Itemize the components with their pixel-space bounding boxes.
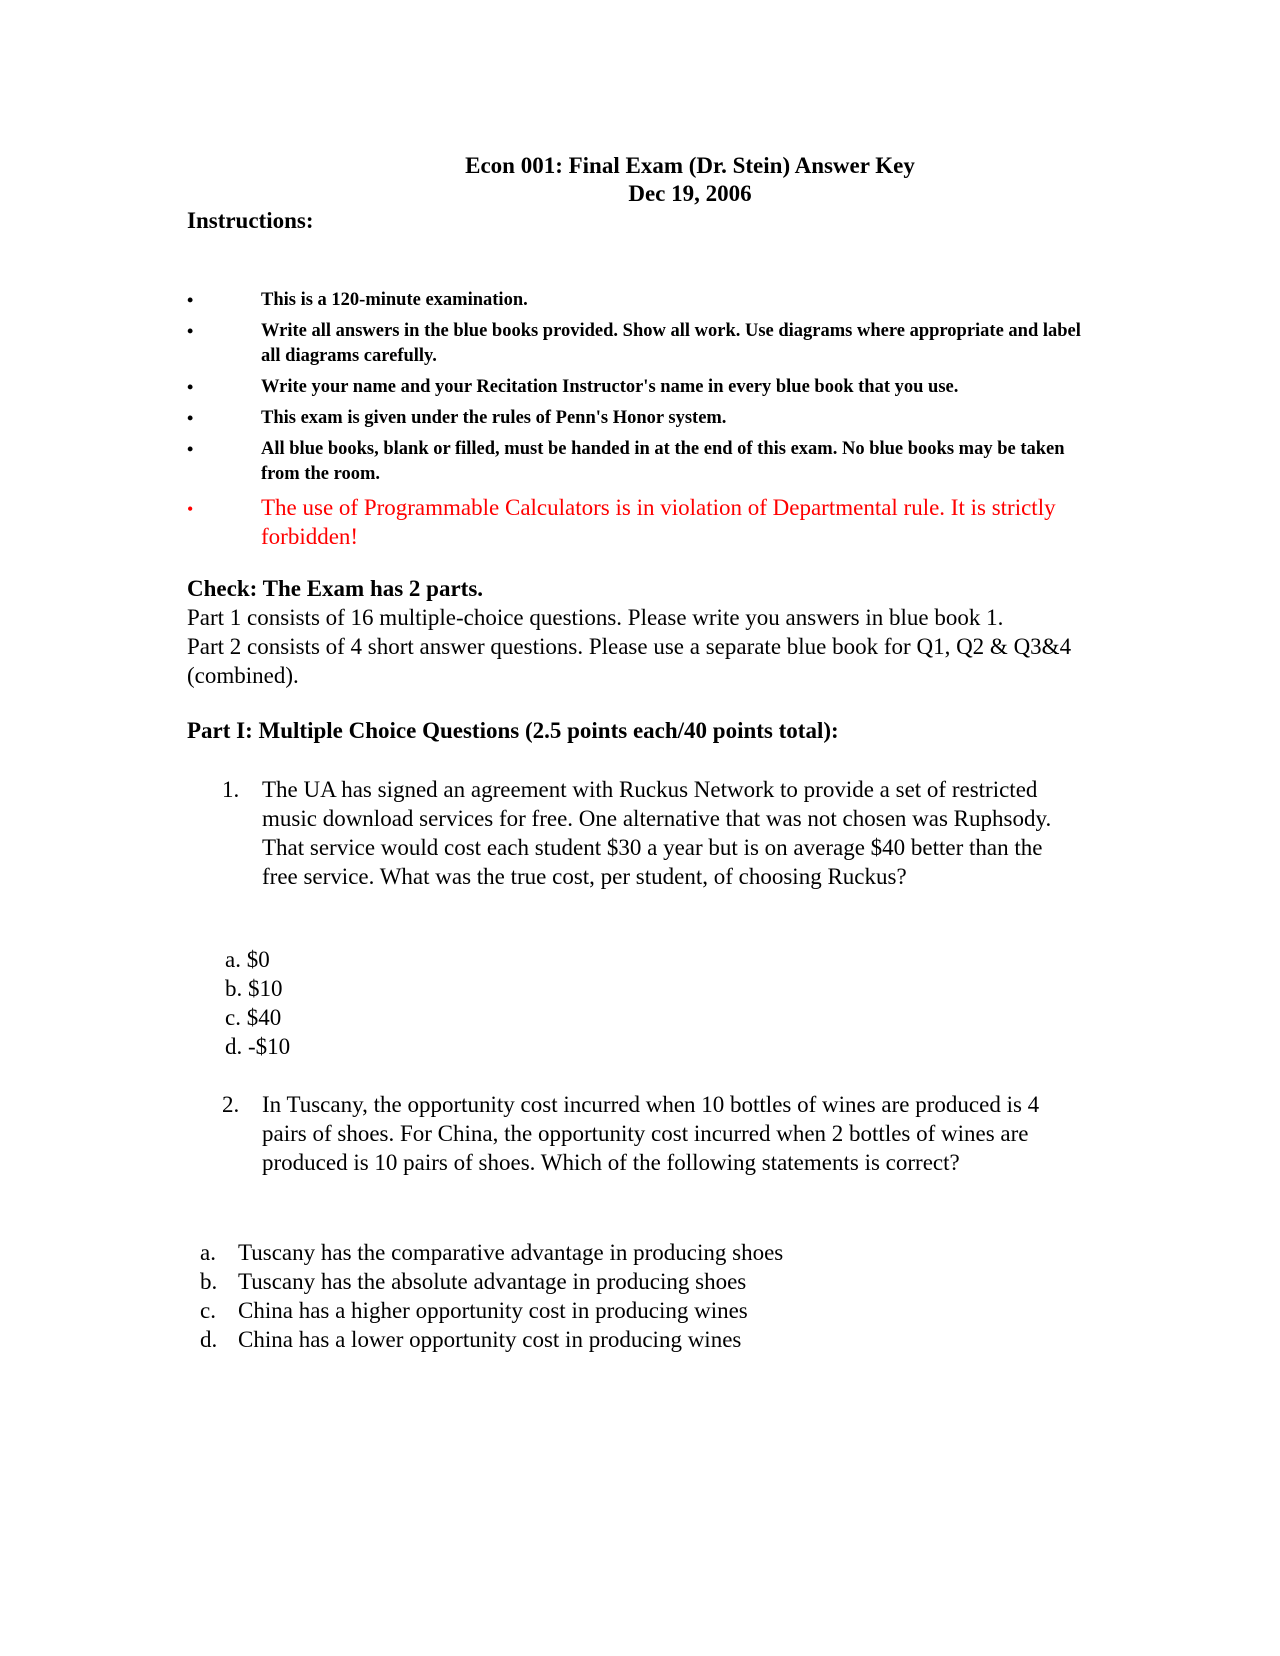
bullet-icon: •	[187, 439, 194, 459]
instruction-item: • All blue books, blank or filled, must be handed in at the end of this exam. No blue books may be taken from the room.	[187, 439, 1065, 484]
bullet-icon: •	[187, 377, 194, 397]
exam-title: Econ 001: Final Exam (Dr. Stein) Answer Key	[465, 153, 915, 178]
option-b: b. $10	[225, 976, 283, 1001]
question-1	[222, 775, 1082, 891]
bullet-icon: •	[187, 321, 194, 341]
question-text: In Tuscany, the opportunity cost incurred when 10 bottles of wines are produced is 4 pairs of shoes. For China, the opportunity cost incurred when 2 bottles of wines are produced is 10 pairs of shoes. Which of the following statements is correct?	[262, 1092, 1040, 1175]
part1-heading: Part I: Multiple Choice Questions (2.5 points each/40 points total):	[187, 718, 839, 743]
option-c: c. $40	[225, 1005, 282, 1030]
question-number: 2.	[222, 1092, 240, 1117]
bullet-icon: •	[187, 499, 194, 519]
option-b: b. Tuscany has the absolute advantage in producing shoes	[200, 1269, 747, 1294]
bullet-icon: •	[187, 290, 194, 310]
question-text: The UA has signed an agreement with Ruckus Network to provide a set of restricted music download services for free. One alternative that was not chosen was Ruphsody. That service would cost each student $30 a year but is on average $40 better than the free service. What was the true cost, per student, of choosing Ruckus?	[262, 777, 1052, 889]
option-d: d. China has a lower opportunity cost in producing wines	[200, 1327, 742, 1352]
option-a: a. Tuscany has the comparative advantage in producing shoes	[200, 1240, 784, 1265]
option-d: d. -$10	[225, 1034, 291, 1059]
check-line-2: Part 2 consists of 4 short answer questions. Please use a separate blue book for Q1, Q2 & Q3&4 (combined).	[187, 634, 1072, 688]
check-heading: Check: The Exam has 2 parts.	[187, 576, 484, 601]
question-2-options	[200, 1238, 783, 1354]
question-number: 1.	[222, 777, 240, 802]
question-2	[222, 1090, 1082, 1177]
option-c: c. China has a higher opportunity cost in producing wines	[200, 1298, 748, 1323]
check-line-1: Part 1 consists of 16 multiple-choice questions. Please write you answers in blue book 1.	[187, 605, 1004, 630]
option-a: a. $0	[225, 947, 270, 972]
question-1-options	[225, 945, 290, 1061]
calculator-warning: • The use of Programmable Calculators is in violation of Departmental rule. It is strictly forbidden!	[187, 495, 1056, 549]
instructions-heading: Instructions:	[187, 208, 314, 233]
bullet-icon: •	[187, 408, 194, 428]
title-block	[0, 152, 1280, 208]
instruction-item: • Write all answers in the blue books provided. Show all work. Use diagrams where appropriate and label all diagrams carefully.	[187, 321, 1081, 366]
instruction-item: • This is a 120-minute examination.	[187, 288, 1087, 313]
exam-date: Dec 19, 2006	[628, 181, 752, 206]
instruction-item: • Write your name and your Recitation Instructor's name in every blue book that you use.	[187, 375, 1087, 400]
instruction-item: • This exam is given under the rules of Penn's Honor system.	[187, 406, 1087, 431]
instructions-list	[187, 288, 1087, 557]
